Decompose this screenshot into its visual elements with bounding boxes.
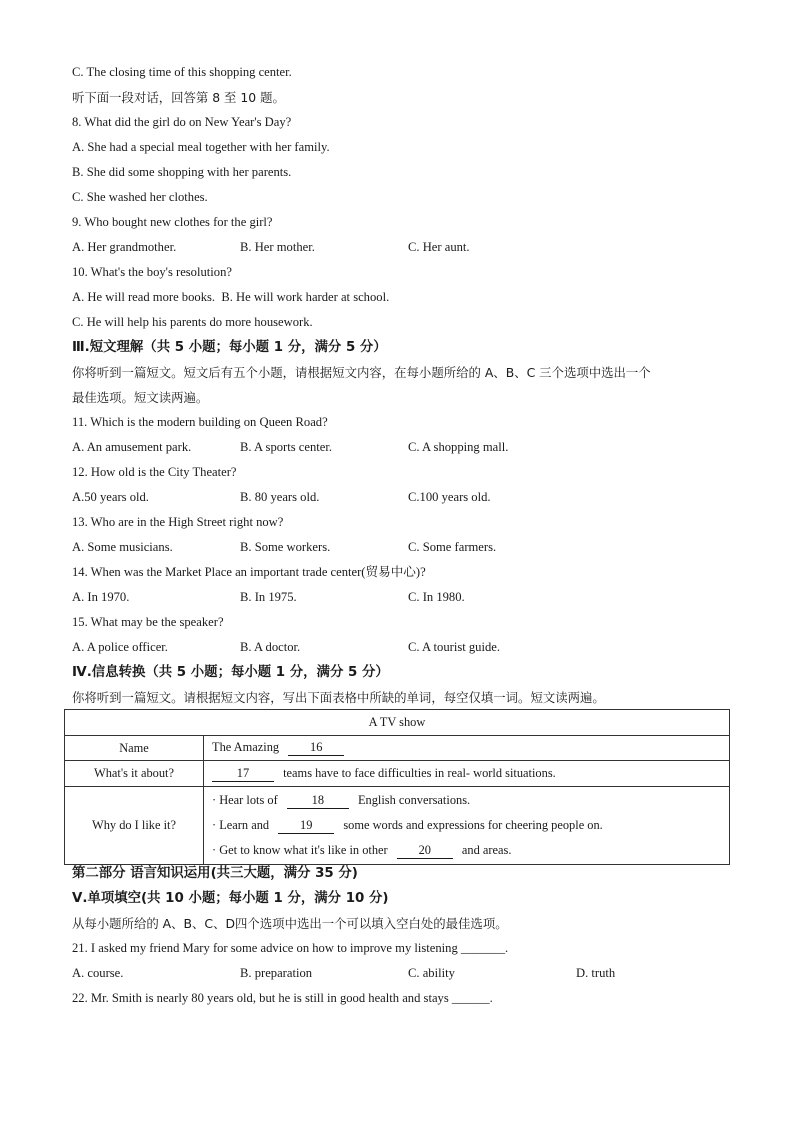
table-cell — [204, 736, 730, 761]
cell-text: some words and expressions for cheering people on. — [343, 818, 603, 832]
q12-question: 12. How old is the City Theater? — [72, 465, 237, 479]
q12-option-c: C.100 years old. — [408, 490, 491, 504]
section4-title: Ⅳ.信息转换（共 5 小题；每小题 1 分，满分 5 分） — [72, 665, 389, 680]
q11-option-b: B. A sports center. — [240, 440, 332, 454]
cell-text: English conversations. — [357, 793, 471, 807]
reason-line-2 — [212, 813, 721, 838]
table-row-label: Name — [65, 736, 204, 761]
table-row-label: What's it about? — [65, 761, 204, 787]
answer-blank-18[interactable]: 18 — [287, 793, 349, 809]
q21-option-a: A. course. — [72, 966, 124, 980]
section3-instruction-2: 最佳选项。短文读两遍。 — [72, 390, 209, 405]
q11-option-a: A. An amusement park. — [72, 440, 192, 454]
cell-text: · Hear lots of — [212, 793, 278, 807]
q10-question: 10. What's the boy's resolution? — [72, 265, 232, 279]
answer-blank-16[interactable]: 16 — [288, 740, 344, 756]
section5-title: Ⅴ.单项填空(共 10 小题；每小题 1 分，满分 10 分) — [72, 891, 389, 906]
q10-option-c: C. He will help his parents do more housework. — [72, 315, 313, 329]
q14-option-c: C. In 1980. — [408, 590, 465, 604]
q9-options — [72, 235, 732, 260]
q8-option-a: A. She had a special meal together with her family. — [72, 140, 330, 154]
q10-option-a: A. He will read more books. — [72, 290, 216, 304]
reason-line-3 — [212, 838, 721, 863]
q9-question: 9. Who bought new clothes for the girl? — [72, 215, 273, 229]
q14-option-a: A. In 1970. — [72, 590, 130, 604]
q13-option-b: B. Some workers. — [240, 540, 331, 554]
section5-instruction: 从每小题所给的 A、B、C、D四个选项中选出一个可以填入空白处的最佳选项。 — [72, 916, 508, 931]
q12-option-a: A.50 years old. — [72, 490, 149, 504]
q11-options — [72, 435, 732, 460]
q14-option-b: B. In 1975. — [240, 590, 297, 604]
q8-option-c: C. She washed her clothes. — [72, 190, 208, 204]
q13-question: 13. Who are in the High Street right now? — [72, 515, 284, 529]
dialog-instruction: 听下面一段对话，回答第 8 至 10 题。 — [72, 90, 285, 105]
q21-question: 21. I asked my friend Mary for some advice on how to improve my listening _______. — [72, 941, 509, 955]
q8-question: 8. What did the girl do on New Year's Day? — [72, 115, 292, 129]
q14-options — [72, 585, 732, 610]
q11-option-c: C. A shopping mall. — [408, 440, 509, 454]
q9-option-c: C. Her aunt. — [408, 240, 470, 254]
exam-page — [72, 60, 732, 710]
q15-option-c: C. A tourist guide. — [408, 640, 501, 654]
q15-options — [72, 635, 732, 660]
q7-option-c: C. The closing time of this shopping center. — [72, 65, 292, 79]
q8-option-b: B. She did some shopping with her parents. — [72, 165, 292, 179]
q21-options — [72, 961, 732, 986]
q13-options — [72, 535, 732, 560]
q15-option-b: B. A doctor. — [240, 640, 301, 654]
q21-option-d: D. truth — [576, 966, 616, 980]
q10-options-ab — [72, 285, 732, 310]
table-row — [65, 710, 730, 736]
q14-question: 14. When was the Market Place an important trade center(贸易中心)? — [72, 565, 426, 579]
q22-question: 22. Mr. Smith is nearly 80 years old, but he is still in good health and stays ______. — [72, 991, 493, 1005]
q11-question: 11. Which is the modern building on Queen Road? — [72, 415, 328, 429]
cell-text: teams have to face difficulties in real- world situations. — [283, 765, 556, 780]
answer-blank-19[interactable]: 19 — [278, 818, 334, 834]
q12-options — [72, 485, 732, 510]
tv-show-table — [64, 709, 730, 865]
language-section — [72, 861, 732, 1011]
table-row — [65, 787, 730, 865]
table-cell — [204, 761, 730, 787]
q15-question: 15. What may be the speaker? — [72, 615, 224, 629]
q15-option-a: A. A police officer. — [72, 640, 168, 654]
table-row — [65, 736, 730, 761]
q12-option-b: B. 80 years old. — [240, 490, 320, 504]
q10-option-b: B. He will work harder at school. — [221, 290, 390, 304]
section3-title: Ⅲ.短文理解（共 5 小题；每小题 1 分，满分 5 分） — [72, 340, 387, 355]
q21-option-c: C. ability — [408, 966, 455, 980]
cell-text: and areas. — [461, 843, 512, 857]
table-row-label: Why do I like it? — [65, 787, 204, 865]
answer-blank-20[interactable]: 20 — [397, 843, 453, 859]
q13-option-a: A. Some musicians. — [72, 540, 173, 554]
q13-option-c: C. Some farmers. — [408, 540, 497, 554]
answer-blank-17[interactable]: 17 — [212, 766, 274, 782]
section3-instruction-1: 你将听到一篇短文。短文后有五个小题，请根据短文内容，在每小题所给的 A、B、C 三个选项中选出一个 — [72, 365, 651, 380]
table-row — [65, 761, 730, 787]
q21-option-b: B. preparation — [240, 966, 313, 980]
q9-option-b: B. Her mother. — [240, 240, 315, 254]
cell-text: The Amazing — [212, 740, 280, 754]
part2-title: 第二部分 语言知识运用(共三大题，满分 35 分) — [72, 866, 358, 881]
cell-text: · Get to know what it's like in other — [212, 843, 388, 857]
q9-option-a: A. Her grandmother. — [72, 240, 177, 254]
section4-instruction: 你将听到一篇短文。请根据短文内容，写出下面表格中所缺的单词，每空仅填一词。短文读两遍。 — [72, 690, 605, 705]
table-cell — [204, 787, 730, 865]
cell-text: · Learn and — [212, 818, 270, 832]
table-title: A TV show — [65, 710, 730, 736]
reason-line-1 — [212, 788, 721, 813]
